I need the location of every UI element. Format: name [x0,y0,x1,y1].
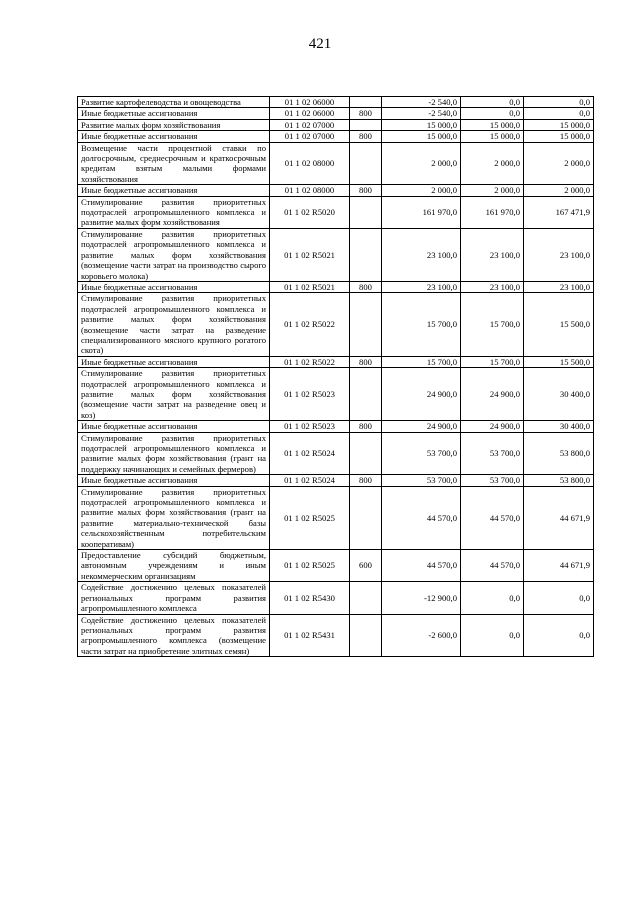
amount-cell-1: 2 000,0 [382,142,461,185]
row-name-cell: Стимулирование развития приоритетных подотраслей агропромышленного комплекса и развитие малых форм хозяйствования [78,196,270,228]
amount-cell-2: 2 000,0 [461,185,524,196]
budget-table [77,96,594,657]
amount-cell-1: -2 600,0 [382,614,461,657]
amount-cell-1: 15 700,0 [382,293,461,356]
expense-type-cell [350,614,382,657]
amount-cell-3: 30 400,0 [524,421,594,432]
amount-cell-2: 0,0 [461,108,524,119]
expense-type-cell [350,582,382,614]
row-name-cell: Стимулирование развития приоритетных подотраслей агропромышленного комплекса и развитие малых форм хозяйствования (возмещение части затрат на производство сырого коровьего молока) [78,228,270,281]
amount-cell-2: 0,0 [461,582,524,614]
row-name-cell: Иные бюджетные ассигнования [78,281,270,292]
table-row [78,108,594,119]
amount-cell-3: 44 671,9 [524,486,594,549]
amount-cell-1: -12 900,0 [382,582,461,614]
target-code-cell: 01 1 02 R5023 [270,421,350,432]
amount-cell-2: 0,0 [461,97,524,108]
table-row [78,281,594,292]
target-code-cell: 01 1 02 R5025 [270,486,350,549]
target-code-cell: 01 1 02 R5025 [270,550,350,582]
row-name-cell: Содействие достижению целевых показателей региональных программ развития агропромышленного комплекса (возмещение части затрат на приобретение элитных семян) [78,614,270,657]
table-row [78,582,594,614]
amount-cell-2: 15 700,0 [461,356,524,367]
amount-cell-1: -2 540,0 [382,108,461,119]
target-code-cell: 01 1 02 R5020 [270,196,350,228]
row-name-cell: Иные бюджетные ассигнования [78,108,270,119]
table-row [78,486,594,549]
amount-cell-1: 15 000,0 [382,131,461,142]
row-name-cell: Иные бюджетные ассигнования [78,131,270,142]
amount-cell-2: 23 100,0 [461,281,524,292]
target-code-cell: 01 1 02 06000 [270,108,350,119]
target-code-cell: 01 1 02 R5024 [270,475,350,486]
amount-cell-1: 15 700,0 [382,356,461,367]
amount-cell-2: 24 900,0 [461,421,524,432]
amount-cell-3: 15 500,0 [524,356,594,367]
amount-cell-3: 0,0 [524,582,594,614]
amount-cell-3: 15 000,0 [524,119,594,130]
amount-cell-3: 15 000,0 [524,131,594,142]
expense-type-cell: 800 [350,356,382,367]
expense-type-cell: 800 [350,281,382,292]
row-name-cell: Предоставление субсидий бюджетным, автономным учреждениям и иным некоммерческим организациям [78,550,270,582]
table-row [78,550,594,582]
amount-cell-3: 44 671,9 [524,550,594,582]
row-name-cell: Стимулирование развития приоритетных подотраслей агропромышленного комплекса и развитие малых форм хозяйствования (грант на поддержку начинающих и семейных фермеров) [78,432,270,475]
amount-cell-3: 167 471,9 [524,196,594,228]
amount-cell-3: 2 000,0 [524,142,594,185]
amount-cell-2: 53 700,0 [461,475,524,486]
amount-cell-2: 24 900,0 [461,368,524,421]
table-row [78,196,594,228]
table-row [78,228,594,281]
table-row [78,356,594,367]
amount-cell-2: 15 000,0 [461,119,524,130]
table-row [78,421,594,432]
amount-cell-2: 161 970,0 [461,196,524,228]
amount-cell-3: 2 000,0 [524,185,594,196]
amount-cell-1: -2 540,0 [382,97,461,108]
target-code-cell: 01 1 02 R5430 [270,582,350,614]
row-name-cell: Иные бюджетные ассигнования [78,185,270,196]
amount-cell-2: 0,0 [461,614,524,657]
expense-type-cell [350,486,382,549]
target-code-cell: 01 1 02 06000 [270,97,350,108]
amount-cell-1: 23 100,0 [382,228,461,281]
table-row [78,368,594,421]
table-row [78,185,594,196]
amount-cell-3: 23 100,0 [524,281,594,292]
expense-type-cell: 800 [350,421,382,432]
target-code-cell: 01 1 02 R5021 [270,281,350,292]
table-row [78,432,594,475]
amount-cell-2: 44 570,0 [461,486,524,549]
row-name-cell: Стимулирование развития приоритетных подотраслей агропромышленного комплекса и развитие малых форм хозяйствования (грант на развитие материально-технической базы сельскохозяйственным потребительским кооперативам) [78,486,270,549]
amount-cell-3: 23 100,0 [524,228,594,281]
amount-cell-3: 0,0 [524,108,594,119]
target-code-cell: 01 1 02 R5023 [270,368,350,421]
target-code-cell: 01 1 02 R5431 [270,614,350,657]
amount-cell-2: 15 000,0 [461,131,524,142]
row-name-cell: Развитие картофелеводства и овощеводства [78,97,270,108]
expense-type-cell [350,228,382,281]
expense-type-cell: 600 [350,550,382,582]
amount-cell-3: 15 500,0 [524,293,594,356]
table-row [78,142,594,185]
amount-cell-2: 53 700,0 [461,432,524,475]
table-row [78,614,594,657]
target-code-cell: 01 1 02 07000 [270,119,350,130]
amount-cell-2: 2 000,0 [461,142,524,185]
row-name-cell: Иные бюджетные ассигнования [78,356,270,367]
budget-table-body [78,97,594,657]
table-row [78,97,594,108]
amount-cell-1: 24 900,0 [382,368,461,421]
amount-cell-3: 53 800,0 [524,475,594,486]
amount-cell-1: 24 900,0 [382,421,461,432]
amount-cell-1: 44 570,0 [382,550,461,582]
table-row [78,131,594,142]
expense-type-cell: 800 [350,185,382,196]
target-code-cell: 01 1 02 R5021 [270,228,350,281]
page-number: 421 [308,36,332,52]
target-code-cell: 01 1 02 R5022 [270,293,350,356]
expense-type-cell [350,293,382,356]
row-name-cell: Иные бюджетные ассигнования [78,421,270,432]
expense-type-cell [350,196,382,228]
amount-cell-2: 15 700,0 [461,293,524,356]
target-code-cell: 01 1 02 08000 [270,142,350,185]
expense-type-cell: 800 [350,108,382,119]
amount-cell-3: 0,0 [524,97,594,108]
amount-cell-2: 23 100,0 [461,228,524,281]
row-name-cell: Возмещение части процентной ставки по долгосрочным, среднесрочным и краткосрочным кредитам взятым малыми формами хозяйствования [78,142,270,185]
table-row [78,293,594,356]
table-row [78,119,594,130]
expense-type-cell: 800 [350,475,382,486]
amount-cell-1: 15 000,0 [382,119,461,130]
target-code-cell: 01 1 02 07000 [270,131,350,142]
amount-cell-3: 53 800,0 [524,432,594,475]
amount-cell-1: 44 570,0 [382,486,461,549]
row-name-cell: Иные бюджетные ассигнования [78,475,270,486]
row-name-cell: Стимулирование развития приоритетных подотраслей агропромышленного комплекса и развитие малых форм хозяйствования (возмещение части затрат на разведение специализированного мясного крупного рогатого скота) [78,293,270,356]
amount-cell-1: 2 000,0 [382,185,461,196]
expense-type-cell [350,97,382,108]
expense-type-cell [350,142,382,185]
amount-cell-1: 161 970,0 [382,196,461,228]
table-row [78,475,594,486]
expense-type-cell [350,432,382,475]
expense-type-cell [350,368,382,421]
expense-type-cell: 800 [350,131,382,142]
target-code-cell: 01 1 02 R5022 [270,356,350,367]
row-name-cell: Развитие малых форм хозяйствования [78,119,270,130]
target-code-cell: 01 1 02 R5024 [270,432,350,475]
amount-cell-3: 0,0 [524,614,594,657]
amount-cell-1: 23 100,0 [382,281,461,292]
amount-cell-2: 44 570,0 [461,550,524,582]
target-code-cell: 01 1 02 08000 [270,185,350,196]
amount-cell-1: 53 700,0 [382,475,461,486]
amount-cell-1: 53 700,0 [382,432,461,475]
row-name-cell: Содействие достижению целевых показателей региональных программ развития агропромышленного комплекса [78,582,270,614]
expense-type-cell [350,119,382,130]
row-name-cell: Стимулирование развития приоритетных подотраслей агропромышленного комплекса и развитие малых форм хозяйствования (возмещение части затрат на разведение овец и коз) [78,368,270,421]
amount-cell-3: 30 400,0 [524,368,594,421]
